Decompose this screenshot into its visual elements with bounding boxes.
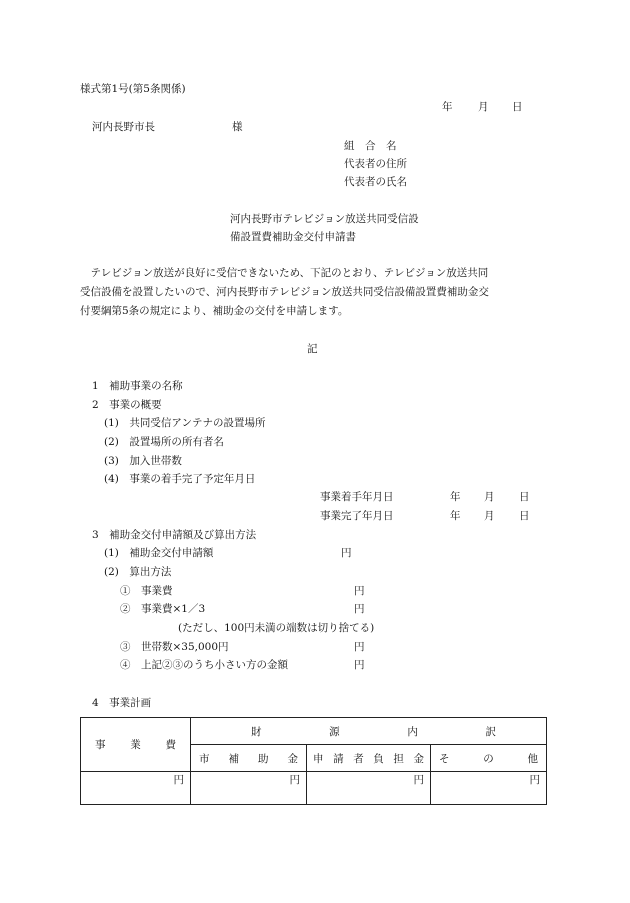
yen-3-1: 円: [341, 547, 352, 559]
item-2-3: (3) 加入世帯数: [104, 455, 182, 467]
form-number: 様式第1号(第5条関係): [80, 83, 186, 95]
body-line-2: 受信設備を設置したいので、河内長野市テレビジョン放送共同受信設備設置費補助金交: [80, 286, 489, 298]
representative-address-label: 代表者の住所: [344, 158, 407, 170]
yen-calc-4: 円: [354, 659, 365, 671]
calc-3: ③ 世帯数×35,000円: [120, 641, 229, 653]
date-day-label: 日: [512, 101, 523, 113]
body-line-3: 付要綱第5条の規定により、補助金の交付を申請します。: [80, 305, 349, 317]
calc-4: ④ 上記②③のうち小さい方の金額: [120, 659, 288, 671]
item-2-4: (4) 事業の着手完了予定年月日: [104, 473, 256, 485]
yen-calc-3: 円: [354, 641, 365, 653]
yen-calc-2: 円: [354, 603, 365, 615]
header-zaigen-uchiwake: 財 源 内 訳: [191, 718, 547, 745]
item-2-1: (1) 共同受信アンテナの設置場所: [104, 417, 266, 429]
complete-date-label: 事業完了年月日: [320, 510, 394, 522]
cell-shi-hojokin-amount: 円: [191, 772, 307, 805]
cell-shinseisha-amount: 円: [307, 772, 431, 805]
start-month-label: 月: [484, 491, 495, 503]
document-title-line2: 備設置費補助金交付申請書: [230, 231, 356, 243]
start-day-label: 日: [519, 491, 530, 503]
date-month-label: 月: [478, 101, 489, 113]
header-jigyouhi: 事 業 費: [81, 718, 191, 772]
addressee-honorific: 様: [232, 121, 243, 133]
item-3-1: (1) 補助金交付申請額: [104, 547, 214, 559]
header-shi-hojokin: 市 補 助 金: [191, 745, 307, 772]
start-year-label: 年: [450, 491, 461, 503]
cell-sonota-amount: 円: [431, 772, 547, 805]
item-3-2: (2) 算出方法: [104, 566, 172, 578]
union-name-label: 組 合 名: [344, 140, 397, 152]
complete-day-label: 日: [519, 510, 530, 522]
item-4: 4 事業計画: [92, 697, 152, 709]
header-sonota: そ の 他: [431, 745, 547, 772]
item-3: 3 補助金交付申請額及び算出方法: [92, 529, 257, 541]
representative-name-label: 代表者の氏名: [344, 176, 407, 188]
rounding-note: (ただし、100円未満の端数は切り捨てる): [178, 622, 375, 634]
ki-heading: 記: [307, 343, 318, 355]
document-title-line1: 河内長野市テレビジョン放送共同受信設: [230, 213, 419, 225]
calc-1: ① 事業費: [120, 585, 173, 597]
business-plan-table: [80, 717, 547, 805]
header-shinseisha-futankin: 申 請 者 負 担 金: [307, 745, 431, 772]
addressee-name: 河内長野市長: [92, 121, 155, 133]
cell-jigyouhi-amount: 円: [81, 772, 191, 805]
date-year-label: 年: [442, 101, 453, 113]
item-2-2: (2) 設置場所の所有者名: [104, 436, 224, 448]
item-2: 2 事業の概要: [92, 399, 162, 411]
complete-year-label: 年: [450, 510, 461, 522]
item-1: 1 補助事業の名称: [92, 380, 183, 392]
yen-calc-1: 円: [354, 585, 365, 597]
calc-2: ② 事業費×1／3: [120, 603, 206, 615]
start-date-label: 事業着手年月日: [320, 491, 394, 503]
body-line-1: テレビジョン放送が良好に受信できないため、下記のとおり、テレビジョン放送共同: [80, 267, 489, 279]
complete-month-label: 月: [484, 510, 495, 522]
